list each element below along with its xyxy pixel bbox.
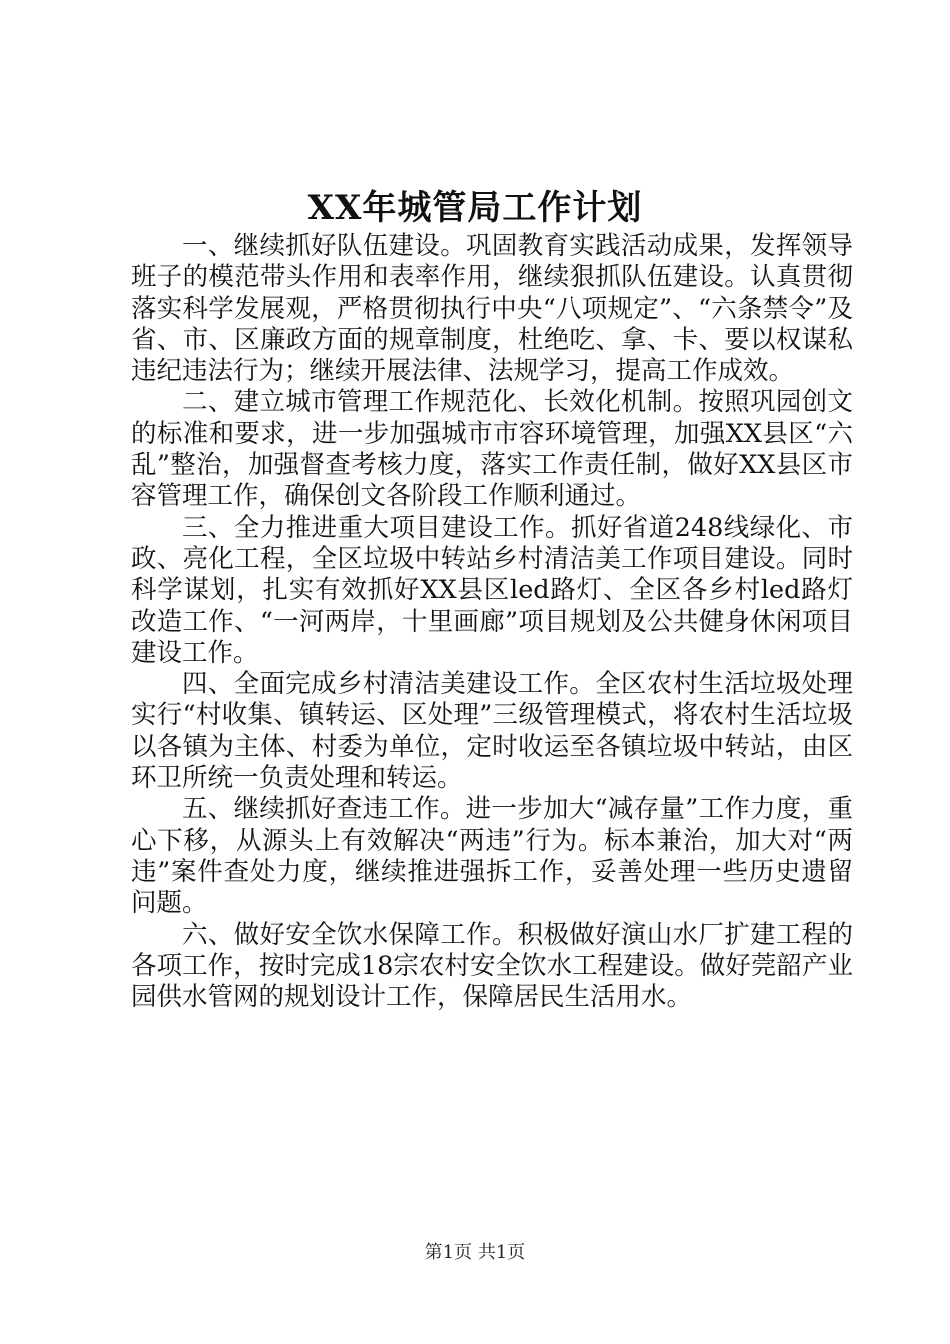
paragraph-3: 三、全力推进重大项目建设工作。抓好省道248线绿化、市政、亮化工程，全区垃圾中转站乡村清洁美工作项目建设。同时科学谋划，扎实有效抓好XX县区led路灯、全区各乡村led路灯改造工作、“一河两岸，十里画廊”项目规划及公共健身休闲项目建设工作。 (131, 512, 853, 668)
paragraph-5: 五、继续抓好查违工作。进一步加大“减存量”工作力度，重心下移，从源头上有效解决“两违”行为。标本兼治，加大对“两违”案件查处力度，继续推进强拆工作，妥善处理一些历史遗留问题。 (131, 794, 853, 919)
paragraph-1: 一、继续抓好队伍建设。巩固教育实践活动成果，发挥领导班子的模范带头作用和表率作用，继续狠抓队伍建设。认真贯彻落实科学发展观，严格贯彻执行中央“八项规定”、“六条禁令”及省、市、区廉政方面的规章制度，杜绝吃、拿、卡、要以权谋私违纪违法行为；继续开展法律、法规学习，提高工作成效。 (131, 231, 853, 387)
paragraph-2: 二、建立城市管理工作规范化、长效化机制。按照巩园创文的标准和要求，进一步加强城市市容环境管理，加强XX县区“六乱”整治，加强督查考核力度，落实工作责任制，做好XX县区市容管理工作，确保创文各阶段工作顺利通过。 (131, 387, 853, 512)
page-title: XX年城管局工作计划 (307, 188, 643, 228)
page-number-footer: 第1页 共1页 (424, 1242, 526, 1263)
paragraph-4: 四、全面完成乡村清洁美建设工作。全区农村生活垃圾处理实行“村收集、镇转运、区处理”三级管理模式，将农村生活垃圾以各镇为主体、村委为单位，定时收运至各镇垃圾中转站，由区环卫所统一负责处理和转运。 (131, 669, 853, 794)
paragraph-6: 六、做好安全饮水保障工作。积极做好演山水厂扩建工程的各项工作，按时完成18宗农村安全饮水工程建设。做好莞韶产业园供水管网的规划设计工作，保障居民生活用水。 (131, 919, 853, 1013)
document-body (131, 231, 853, 1013)
